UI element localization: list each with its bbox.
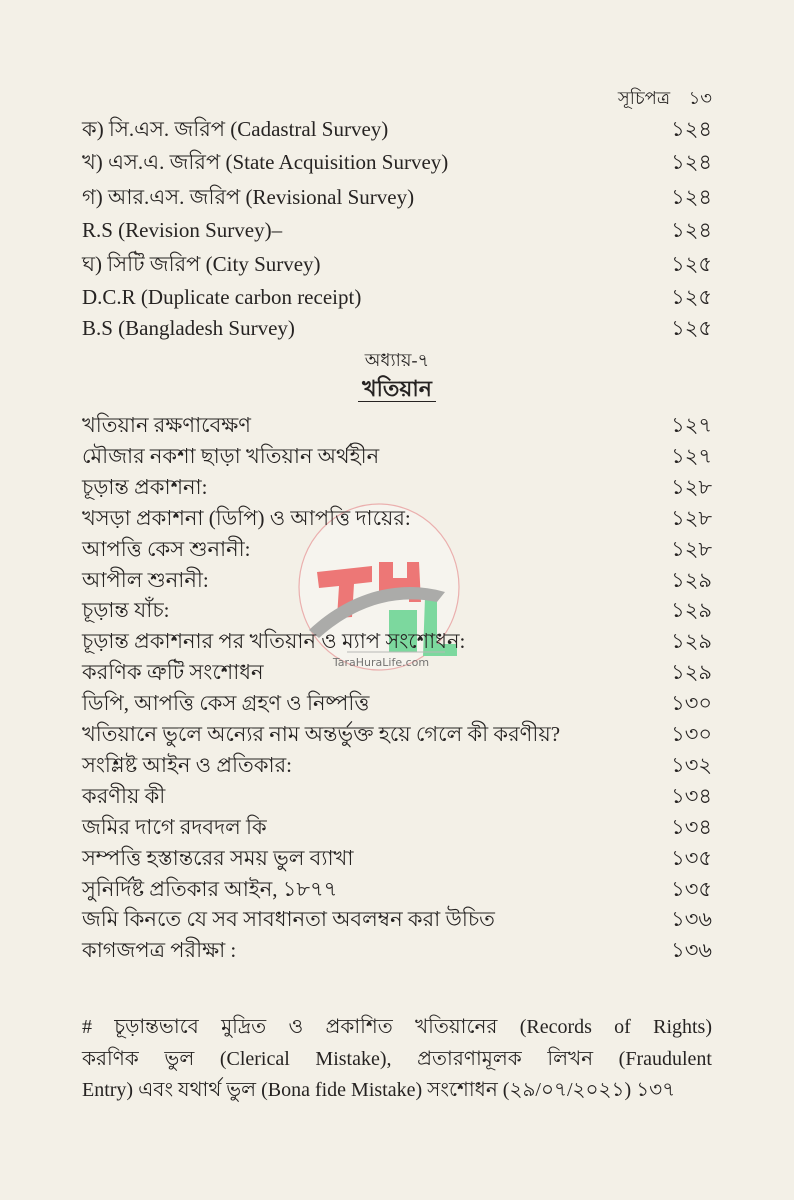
- toc-entry: [82, 812, 712, 842]
- watermark-logo: [297, 502, 462, 672]
- chapter-title: খতিয়ান: [358, 376, 436, 402]
- toc-entry-title: চূড়ান্ত প্রকাশনা:: [82, 474, 208, 499]
- toc-entry-page: ১২৮: [671, 536, 712, 561]
- toc-entry-page: ১৩৫: [671, 845, 712, 870]
- toc-entry-page: ১২৪: [671, 185, 712, 209]
- final-entry-line-1: # চূড়ান্তভাবে মুদ্রিত ও প্রকাশিত খতিয়ানের (Records of Rights): [82, 1016, 712, 1038]
- toc-entry-page: ১৩২: [671, 752, 712, 777]
- toc-entry-title: আপীল শুনানী:: [82, 567, 209, 592]
- toc-entry-page: ১২৫: [671, 252, 712, 276]
- toc-entry-title: খতিয়ান রক্ষণাবেক্ষণ: [82, 413, 251, 437]
- toc-entry: [82, 472, 712, 502]
- toc-entry-page: ১৩০: [671, 691, 712, 716]
- toc-entry: [82, 781, 712, 811]
- toc-entry-title: ডিপি, আপত্তি কেস গ্রহণ ও নিষ্পত্তি: [82, 691, 370, 716]
- toc-entry-title: D.C.R (Duplicate carbon receipt): [82, 285, 362, 309]
- toc-entry-page: ১২৭: [671, 413, 712, 437]
- toc-entry: [82, 904, 712, 934]
- toc-entry-title: জমি কিনতে যে সব সাবধানতা অবলম্বন করা উচিত: [82, 907, 495, 932]
- toc-entry-page: ১২৮: [671, 505, 712, 530]
- running-header: [604, 84, 712, 115]
- toc-entry-title: করণিক ত্রুটি সংশোধন: [82, 660, 264, 685]
- final-entry-line-2: করণিক ভুল (Clerical Mistake), প্রতারণামূলক লিখন (Fraudulent: [82, 1047, 712, 1070]
- toc-entry-title: গ) আর.এস. জরিপ (Revisional Survey): [82, 185, 415, 209]
- toc-entry: [82, 313, 712, 343]
- header-title: সূচিপত্র: [617, 88, 671, 108]
- toc-entry: [82, 182, 712, 212]
- toc-entry-title: খতিয়ানে ভুলে অন্যের নাম অন্তর্ভুক্ত হয়ে গেলে কী করণীয়?: [82, 722, 561, 746]
- toc-entry-page: ১২৫: [671, 285, 712, 309]
- toc-entry: [82, 215, 712, 245]
- toc-entry-page: ১৩৬: [671, 938, 712, 963]
- toc-entry-title: খ) এস.এ. জরিপ (State Acquisition Survey): [82, 150, 449, 174]
- toc-entry-page: ১২৮: [671, 474, 712, 499]
- toc-entry-title: B.S (Bangladesh Survey): [82, 316, 295, 340]
- toc-entry-page: ১২৫: [671, 316, 712, 340]
- toc-entry-title: মৌজার নকশা ছাড়া খতিয়ান অর্থহীন: [82, 443, 380, 468]
- watermark-site-text: TaraHuraLife.com: [332, 656, 430, 669]
- toc-entry-title: করণীয় কী: [82, 783, 166, 808]
- toc-entry-page: ১৩৫: [671, 876, 712, 901]
- toc-entry: [82, 843, 712, 873]
- toc-entry-title: কাগজপত্র পরীক্ষা :: [82, 938, 237, 963]
- toc-entry-page: ১২৭: [671, 443, 712, 468]
- toc-entry-title: সুনির্দিষ্ট প্রতিকার আইন, ১৮৭৭: [82, 876, 338, 901]
- toc-entry-title: চূড়ান্ত যাঁচ:: [82, 598, 170, 623]
- toc-entry-title: চূড়ান্ত প্রকাশনার পর খতিয়ান ও ম্যাপ সংশোধন:: [82, 629, 466, 654]
- toc-entry-page: ১৩৬: [671, 907, 712, 932]
- toc-entry-page: ১৩৪: [671, 814, 712, 839]
- toc-entry-page: ১২৯: [671, 598, 712, 623]
- toc-entry: [82, 688, 712, 718]
- toc-final-entry: [82, 1012, 712, 1107]
- toc-entry: [82, 249, 712, 279]
- toc-entry-title: আপত্তি কেস শুনানী:: [82, 536, 251, 561]
- toc-entry-page: ১২৪: [671, 218, 712, 242]
- toc-entry-title: খসড়া প্রকাশনা (ডিপি) ও আপত্তি দায়ের:: [82, 505, 411, 530]
- toc-entry-page: ১২৯: [671, 660, 712, 685]
- toc-entry: [82, 410, 712, 440]
- toc-entry-page: ১৩৪: [671, 783, 712, 808]
- toc-entry: [82, 114, 712, 144]
- toc-entry-title: R.S (Revision Survey)–: [82, 218, 283, 242]
- toc-entry-title: ঘ) সিটি জরিপ (City Survey): [82, 252, 321, 276]
- toc-entry-page: ১২৪: [671, 117, 712, 141]
- toc-entry-title: সংশ্লিষ্ট আইন ও প্রতিকার:: [82, 752, 292, 777]
- toc-entry: [82, 441, 712, 471]
- toc-entry: [82, 874, 712, 904]
- toc-entry: [82, 147, 712, 177]
- tarahuralife-logo-icon: [297, 502, 462, 672]
- toc-entry: [82, 935, 712, 965]
- toc-entry-page: ১২৯: [671, 567, 712, 592]
- toc-entry-page: ১২৪: [671, 150, 712, 174]
- toc-entry-title: জমির দাগে রদবদল কি: [82, 814, 267, 839]
- chapter-label: অধ্যায়-৭: [364, 350, 430, 370]
- chapter-heading: [0, 372, 794, 409]
- toc-entry: [82, 750, 712, 780]
- final-entry-line-3: Entry) এবং যথার্থ ভুল (Bona fide Mistake) সংশোধন (২৯/০৭/২০২১) ১৩৭: [82, 1079, 676, 1101]
- header-page-number: ১৩: [688, 88, 712, 108]
- toc-entry-title: ক) সি.এস. জরিপ (Cadastral Survey): [82, 117, 389, 141]
- toc-entry: [82, 719, 712, 749]
- toc-entry: [82, 282, 712, 312]
- toc-entry-page: ১৩০: [671, 722, 712, 746]
- toc-entry-title: সম্পত্তি হস্তান্তরের সময় ভুল ব্যাখা: [82, 845, 354, 870]
- toc-entry-page: ১২৯: [671, 629, 712, 654]
